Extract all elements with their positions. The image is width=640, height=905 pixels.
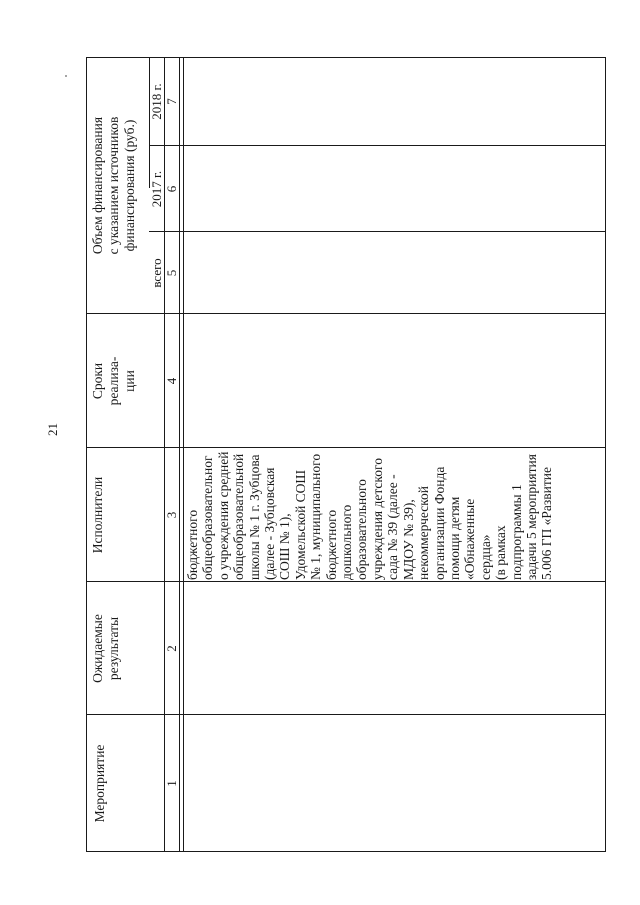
executors-line: № 1, муниципального	[308, 453, 324, 580]
header-terms-line2: реализа-	[106, 356, 121, 406]
col-divider-4-5	[86, 313, 606, 314]
executors-line: дошкольного	[339, 504, 355, 580]
executors-line: Удомельской СОШ	[292, 469, 308, 580]
executors-line: 5.006 ГП «Развитие	[539, 467, 555, 580]
rotated-table	[86, 57, 606, 852]
row-divider-column-numbers	[179, 57, 180, 852]
header-2018: 2018 г.	[149, 83, 164, 120]
header-executors: Исполнители	[90, 476, 105, 554]
col-divider-6-7	[149, 145, 606, 146]
col-divider-5-6	[149, 231, 606, 232]
column-number-2: 2	[164, 645, 179, 652]
executors-line: бюджетного	[185, 509, 200, 580]
executors-line: подпрограммы 1	[508, 484, 524, 580]
executors-line: организации Фонда	[431, 466, 447, 580]
executors-line: СОШ № 1),	[277, 513, 293, 580]
header-2017: 2017 г.	[149, 170, 164, 208]
executors-line: некоммерческой	[416, 485, 432, 580]
table-border-bottom	[605, 57, 606, 852]
executors-line: общеобразовательног	[200, 455, 216, 580]
executors-line: задачи 5 мероприятия	[523, 454, 539, 580]
executors-line: сада № 39 (далее -	[385, 474, 401, 580]
executors-line: о учреждения средней	[215, 451, 231, 580]
table-border-right	[86, 57, 606, 58]
table-border-left	[86, 851, 606, 852]
column-number-5: 5	[164, 269, 179, 277]
executors-line: сердца»	[477, 534, 493, 580]
header-measure: Мероприятие	[92, 744, 107, 823]
executors-line: помощи детям	[446, 496, 462, 580]
column-number-7: 7	[164, 98, 179, 105]
executors-line: общеобразовательной	[231, 453, 247, 580]
executors-line: (далее - Зубцовская	[262, 467, 278, 580]
header-funding-line1: Объем финансирования	[90, 116, 105, 255]
header-funding-line3: финансирования (руб.)	[122, 119, 137, 252]
scan-speck	[65, 75, 67, 77]
executors-line: МДОУ № 39),	[400, 499, 416, 580]
table-border-top	[86, 57, 87, 852]
executors-line: «Обнаженные	[462, 498, 478, 580]
column-number-3: 3	[164, 511, 179, 519]
col-divider-2-3	[86, 581, 606, 582]
executors-line: школы № 1 г. Зубцова	[246, 454, 262, 580]
header-funding-line2: с указанием источников	[106, 116, 121, 255]
header-terms-line3: ции	[122, 370, 137, 392]
executors-line: бюджетного	[323, 509, 339, 580]
executors-line: (в рамках	[493, 525, 509, 580]
header-expected-results-line2: результаты	[106, 616, 121, 681]
header-expected-results-line1: Ожидаемые	[90, 614, 105, 683]
header-terms-line1: Сроки	[90, 362, 105, 400]
column-number-1: 1	[164, 780, 179, 787]
row-divider-number-row-bottom	[183, 57, 184, 852]
executors-cell	[185, 450, 555, 580]
executors-line: образовательного	[354, 479, 370, 580]
column-number-4: 4	[164, 377, 179, 385]
header-total: всего	[149, 258, 164, 288]
col-divider-1-2	[86, 714, 606, 715]
executors-line: учреждения детского	[369, 458, 385, 580]
column-number-6: 6	[164, 185, 179, 193]
col-divider-3-4	[86, 447, 606, 448]
page-number: 21	[45, 423, 60, 436]
